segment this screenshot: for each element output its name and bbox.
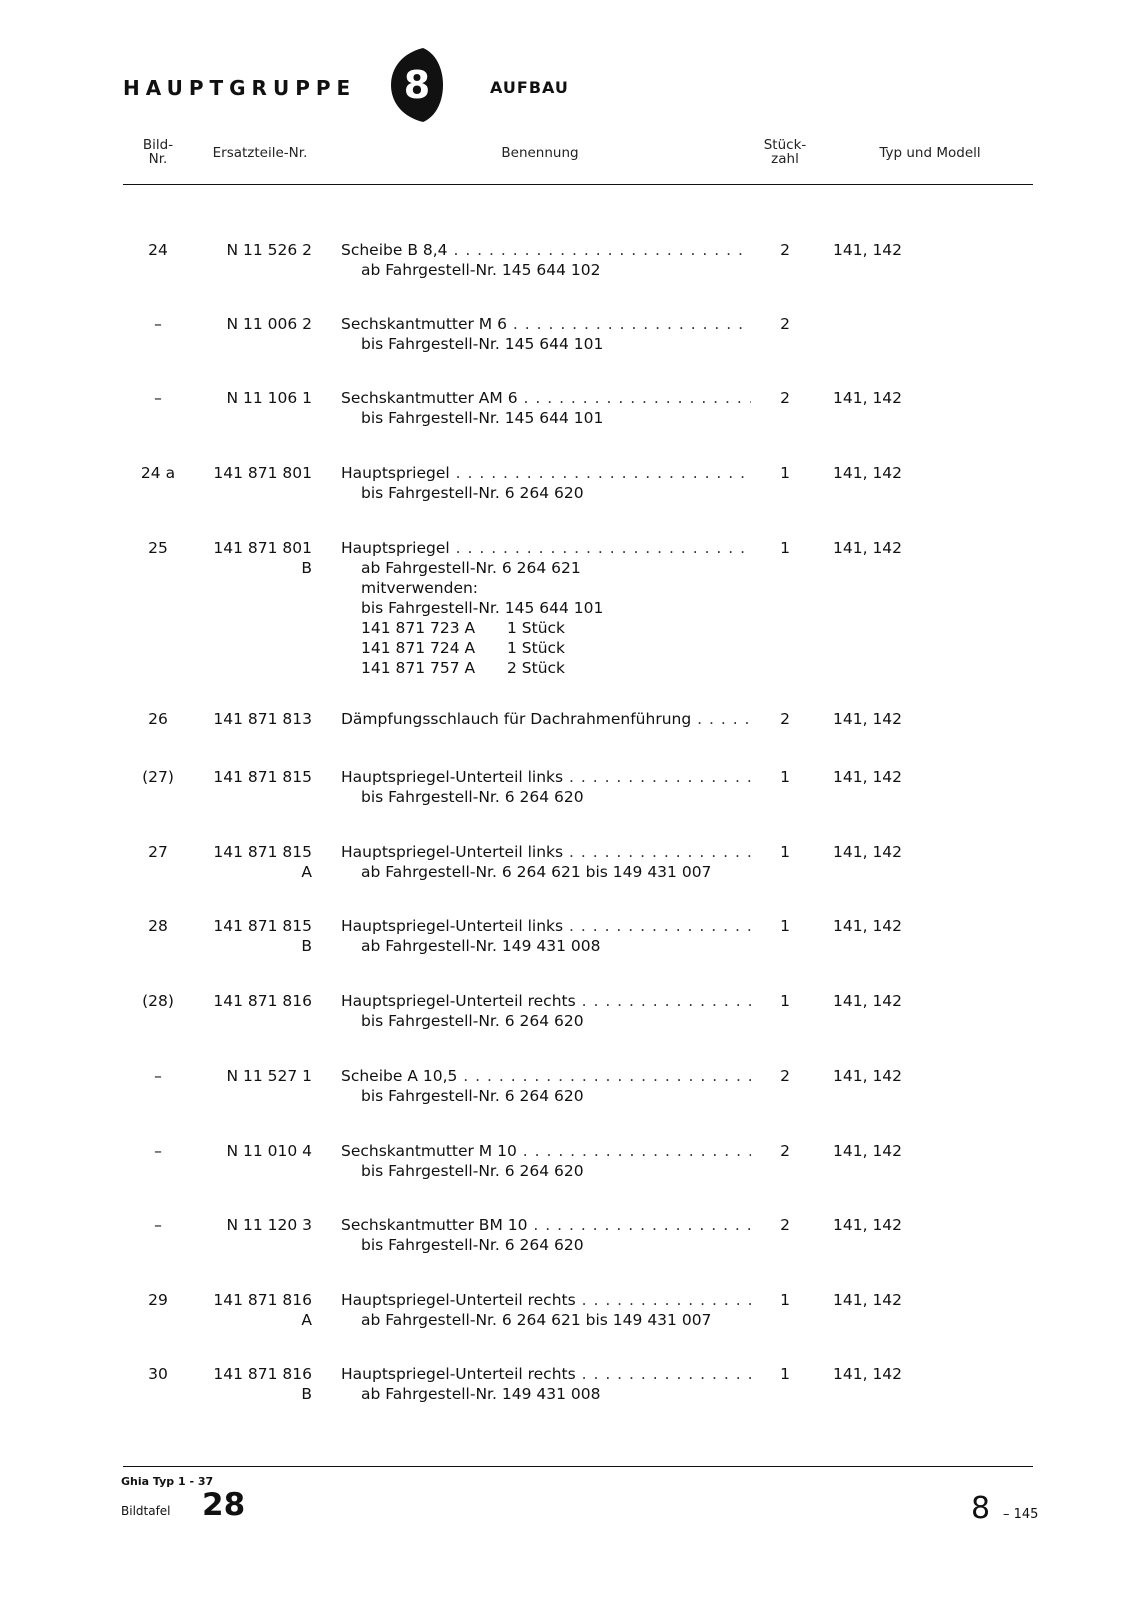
- quantity: 1: [780, 917, 790, 935]
- image-number: 27: [148, 843, 168, 861]
- used-with-line: [341, 618, 751, 638]
- image-number: –: [154, 315, 162, 333]
- used-with-part: 141 871 723 A: [361, 619, 476, 637]
- quantity: 2: [780, 1067, 790, 1085]
- part-description: [341, 1364, 751, 1404]
- part-number: 141 871 801: [213, 464, 312, 482]
- image-number: 24 a: [140, 464, 176, 482]
- image-number: –: [154, 1216, 162, 1234]
- image-number: –: [154, 389, 162, 407]
- image-number: (27): [142, 768, 174, 786]
- image-number: 24: [148, 241, 168, 259]
- part-name: Scheibe B 8,4 . . .: [341, 240, 751, 260]
- quantity: 2: [780, 1216, 790, 1234]
- col-header-type: Typ und Modell: [879, 145, 981, 161]
- image-number: 25: [148, 539, 168, 557]
- part-number: 141 871 816 B: [213, 1365, 312, 1403]
- image-number: –: [154, 1067, 162, 1085]
- part-name: Scheibe A 10,5 . . .: [341, 1066, 751, 1086]
- type-model: 141, 142: [833, 241, 903, 259]
- part-description: [341, 1141, 751, 1181]
- footer-model: Ghia Typ 1 - 37: [121, 1475, 214, 1488]
- col-header-name: Benennung: [501, 145, 579, 161]
- page-number-major: 8: [971, 1491, 991, 1526]
- image-number: (28): [142, 992, 174, 1010]
- used-with-qty: 1 Stück: [507, 639, 566, 657]
- part-note: bis Fahrgestell-Nr. 6 264 620: [361, 788, 584, 806]
- part-number: N 11 526 2: [226, 241, 312, 259]
- footer-plate-number: 28: [202, 1487, 246, 1523]
- type-model: 141, 142: [833, 1142, 903, 1160]
- part-name: Hauptspriegel-Unterteil rechts . . .: [341, 1290, 751, 1310]
- used-with-part: 141 871 724 A: [361, 639, 476, 657]
- type-model: 141, 142: [833, 917, 903, 935]
- quantity: 2: [780, 1142, 790, 1160]
- part-note: bis Fahrgestell-Nr. 145 644 101: [361, 599, 604, 617]
- part-number: N 11 120 3: [226, 1216, 312, 1234]
- part-number: N 11 527 1: [226, 1067, 312, 1085]
- part-note: bis Fahrgestell-Nr. 6 264 620: [361, 484, 584, 502]
- part-description: [341, 240, 751, 280]
- image-number: 28: [148, 917, 168, 935]
- type-model: 141, 142: [833, 768, 903, 786]
- part-name: Hauptspriegel-Unterteil links . . .: [341, 842, 751, 862]
- footer-plate-label: Bildtafel: [121, 1504, 171, 1518]
- image-number: 26: [148, 710, 168, 728]
- type-model: 141, 142: [833, 539, 903, 557]
- group-number-badge: [389, 47, 445, 123]
- quantity: 2: [780, 389, 790, 407]
- part-number: 141 871 815 B: [213, 917, 312, 955]
- type-model: 141, 142: [833, 710, 903, 728]
- part-number: N 11 010 4: [226, 1142, 312, 1160]
- group-number: 8: [403, 63, 431, 107]
- part-name: Hauptspriegel . . .: [341, 463, 751, 483]
- used-with-qty: 1 Stück: [507, 619, 566, 637]
- quantity: 1: [780, 768, 790, 786]
- type-model: 141, 142: [833, 1365, 903, 1383]
- type-model: 141, 142: [833, 1291, 903, 1309]
- part-note: bis Fahrgestell-Nr. 6 264 620: [361, 1162, 584, 1180]
- part-number: 141 871 816: [213, 992, 312, 1010]
- footer-rule: [123, 1466, 1033, 1467]
- image-number: 29: [148, 1291, 168, 1309]
- part-description: [341, 538, 751, 678]
- part-note: bis Fahrgestell-Nr. 145 644 101: [361, 335, 604, 353]
- part-number: 141 871 815 A: [213, 843, 312, 881]
- part-description: [341, 916, 751, 956]
- part-note: bis Fahrgestell-Nr. 145 644 101: [361, 409, 604, 427]
- part-number: N 11 106 1: [226, 389, 312, 407]
- part-description: [341, 709, 751, 729]
- used-with-line: [341, 658, 751, 678]
- part-number: 141 871 815: [213, 768, 312, 786]
- part-name: Hauptspriegel-Unterteil links . . .: [341, 916, 751, 936]
- section-title: AUFBAU: [490, 78, 569, 97]
- part-note: mitverwenden:: [361, 579, 479, 597]
- part-name: Sechskantmutter M 6 . . .: [341, 314, 751, 334]
- part-description: [341, 842, 751, 882]
- type-model: 141, 142: [833, 464, 903, 482]
- part-name: Sechskantmutter AM 6 . . .: [341, 388, 751, 408]
- type-model: 141, 142: [833, 992, 903, 1010]
- part-number: 141 871 801 B: [213, 539, 312, 577]
- used-with-part: 141 871 757 A: [361, 659, 476, 677]
- used-with-line: [341, 638, 751, 658]
- col-header-qty: Stück- zahl: [763, 137, 807, 167]
- page-number-minor: – 145: [1003, 1507, 1039, 1522]
- part-note: ab Fahrgestell-Nr. 6 264 621 bis 149 431 007: [361, 863, 712, 881]
- part-note: ab Fahrgestell-Nr. 149 431 008: [361, 1385, 601, 1403]
- col-header-part: Ersatzteile-Nr.: [212, 145, 308, 161]
- quantity: 1: [780, 843, 790, 861]
- used-with-qty: 2 Stück: [507, 659, 566, 677]
- part-name: Hauptspriegel . . .: [341, 538, 751, 558]
- part-name: Hauptspriegel-Unterteil rechts . . .: [341, 991, 751, 1011]
- quantity: 1: [780, 992, 790, 1010]
- group-label: HAUPTGRUPPE: [123, 76, 357, 100]
- type-model: 141, 142: [833, 389, 903, 407]
- part-description: [341, 314, 751, 354]
- part-description: [341, 463, 751, 503]
- type-model: 141, 142: [833, 1067, 903, 1085]
- quantity: 1: [780, 464, 790, 482]
- header-rule: [123, 184, 1033, 185]
- quantity: 2: [780, 315, 790, 333]
- part-description: [341, 991, 751, 1031]
- image-number: –: [154, 1142, 162, 1160]
- part-name: Hauptspriegel-Unterteil links . . .: [341, 767, 751, 787]
- part-description: [341, 1066, 751, 1106]
- part-note: bis Fahrgestell-Nr. 6 264 620: [361, 1087, 584, 1105]
- part-description: [341, 388, 751, 428]
- part-note: bis Fahrgestell-Nr. 6 264 620: [361, 1236, 584, 1254]
- quantity: 1: [780, 539, 790, 557]
- part-note: ab Fahrgestell-Nr. 6 264 621 bis 149 431 007: [361, 1311, 712, 1329]
- quantity: 2: [780, 241, 790, 259]
- part-description: [341, 767, 751, 807]
- part-note: ab Fahrgestell-Nr. 145 644 102: [361, 261, 601, 279]
- part-name: Dämpfungsschlauch für Dachrahmenführung . . .: [341, 709, 751, 729]
- part-number: 141 871 813: [213, 710, 312, 728]
- type-model: 141, 142: [833, 843, 903, 861]
- part-number: 141 871 816 A: [213, 1291, 312, 1329]
- type-model: 141, 142: [833, 1216, 903, 1234]
- part-description: [341, 1215, 751, 1255]
- part-note: ab Fahrgestell-Nr. 149 431 008: [361, 937, 601, 955]
- part-note: bis Fahrgestell-Nr. 6 264 620: [361, 1012, 584, 1030]
- part-number: N 11 006 2: [226, 315, 312, 333]
- quantity: 1: [780, 1291, 790, 1309]
- part-name: Sechskantmutter BM 10 . . .: [341, 1215, 751, 1235]
- part-note: ab Fahrgestell-Nr. 6 264 621: [361, 559, 581, 577]
- col-header-bild: Bild- Nr.: [142, 137, 174, 167]
- quantity: 2: [780, 710, 790, 728]
- part-name: Sechskantmutter M 10 . . .: [341, 1141, 751, 1161]
- part-description: [341, 1290, 751, 1330]
- quantity: 1: [780, 1365, 790, 1383]
- part-name: Hauptspriegel-Unterteil rechts . . .: [341, 1364, 751, 1384]
- image-number: 30: [148, 1365, 168, 1383]
